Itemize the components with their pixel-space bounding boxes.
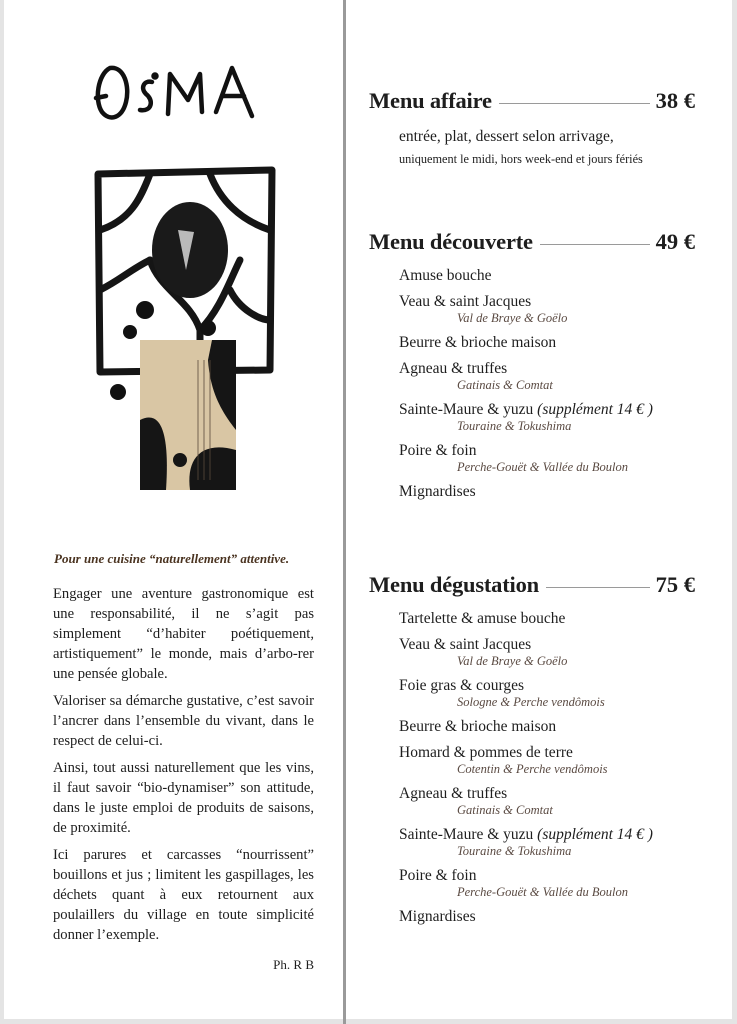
- dish-item: [399, 866, 695, 900]
- dish-origin: Val de Braye & Goëlo: [457, 311, 568, 325]
- supplement-note: (supplément 14 € ): [537, 401, 653, 418]
- dish-item: [399, 609, 695, 628]
- dish-origin: Cotentin & Perche vendômois: [457, 762, 608, 776]
- dish-item: [399, 743, 695, 777]
- ink-collage-artwork: [90, 160, 280, 500]
- dish-name: Poire & foin: [399, 442, 477, 459]
- dish-name: Tartelette & amuse bouche: [399, 610, 566, 627]
- dish-name: Homard & pommes de terre: [399, 744, 573, 761]
- dish-origin: Gatinais & Comtat: [457, 803, 553, 817]
- essay-paragraph: Ainsi, tout aussi naturellement que les vins, il faut savoir “bio-dynamiser” son attitude, dans le juste emploi de produits de saisons, de proximité.: [53, 760, 314, 836]
- menu-price: 38 €: [655, 88, 695, 113]
- dish-name-text: Sainte-Maure & yuzu: [399, 401, 534, 418]
- essay-paragraph: Valoriser sa démarche gustative, c’est savoir l’ancrer dans l’ensemble du vivant, dans le respect de celui-ci.: [53, 693, 314, 749]
- menu-degustation: [369, 572, 695, 926]
- menu-title: Menu affaire: [369, 88, 492, 113]
- dish-name: Poire & foin: [399, 867, 477, 884]
- menu-decouverte: [369, 229, 695, 501]
- dish-item: [399, 482, 695, 501]
- dish-name: [399, 400, 695, 419]
- dish-name: Amuse bouche: [399, 267, 492, 284]
- menu-note: uniquement le midi, hors week-end et jours fériés: [399, 152, 643, 166]
- dish-name: Agneau & truffes: [399, 785, 508, 802]
- dish-name: Mignardises: [399, 908, 476, 925]
- leader-line: [499, 103, 650, 104]
- dish-origin: Touraine & Tokushima: [457, 844, 572, 858]
- dish-item: [399, 359, 695, 393]
- dish-item: [399, 635, 695, 669]
- dish-name: Veau & saint Jacques: [399, 636, 532, 653]
- dish-name: Agneau & truffes: [399, 360, 508, 377]
- menu-items: [399, 609, 695, 926]
- dish-item: [399, 333, 695, 352]
- dish-origin: Val de Braye & Goëlo: [457, 654, 568, 668]
- essay-paragraph: Engager une aventure gastronomique est une responsabilité, il ne s’agit pas simplement “d’habiter poétiquement, artistiquement” le monde, mais d’arbo-rer une pensée globale.: [53, 586, 314, 682]
- menu-header: [369, 88, 695, 118]
- dish-name: Beurre & brioche maison: [399, 718, 557, 735]
- menu-price: 75 €: [655, 572, 695, 597]
- dish-origin: Sologne & Perche vendômois: [457, 695, 605, 709]
- dish-origin: Perche-Gouët & Vallée du Boulon: [457, 885, 629, 899]
- dish-name: Mignardises: [399, 483, 476, 500]
- menu-header: [369, 572, 695, 602]
- dish-item: [399, 441, 695, 475]
- dish-origin: Touraine & Tokushima: [457, 419, 572, 433]
- dish-item: [399, 400, 695, 434]
- signature: Ph. R B: [273, 957, 314, 972]
- menu-description: entrée, plat, dessert selon arrivage,: [399, 128, 614, 145]
- menu-title: Menu dégustation: [369, 572, 539, 597]
- dish-item: [399, 717, 695, 736]
- dish-item: [399, 907, 695, 926]
- menu-affaire: [369, 88, 695, 167]
- dish-name-text: Sainte-Maure & yuzu: [399, 826, 534, 843]
- dish-item: [399, 266, 695, 285]
- menu-title: Menu découverte: [369, 229, 533, 254]
- dish-name: [399, 825, 695, 844]
- essay-text: [53, 584, 314, 952]
- dish-origin: Gatinais & Comtat: [457, 378, 553, 392]
- leader-line: [540, 244, 650, 245]
- menu-items: [399, 266, 695, 501]
- dish-item: [399, 825, 695, 859]
- dish-name: Foie gras & courges: [399, 677, 524, 694]
- osma-logo: [92, 52, 282, 132]
- dish-origin: Perche-Gouët & Vallée du Boulon: [457, 460, 629, 474]
- menu-header: [369, 229, 695, 259]
- supplement-note: (supplément 14 € ): [537, 826, 653, 843]
- dish-item: [399, 784, 695, 818]
- essay-paragraph: Ici parures et carcasses “nourrissent” bouillons et jus ; limitent les gaspillages, les déchets quant à eux retournent aux poulaillers du village en toute simplicité donner l’exemple.: [53, 847, 314, 943]
- dish-name: Beurre & brioche maison: [399, 334, 557, 351]
- dish-name: Veau & saint Jacques: [399, 293, 532, 310]
- leader-line: [546, 587, 650, 588]
- dish-item: [399, 676, 695, 710]
- tagline: Pour une cuisine “naturellement” attentive.: [54, 551, 290, 566]
- dish-item: [399, 292, 695, 326]
- menu-price: 49 €: [655, 229, 695, 254]
